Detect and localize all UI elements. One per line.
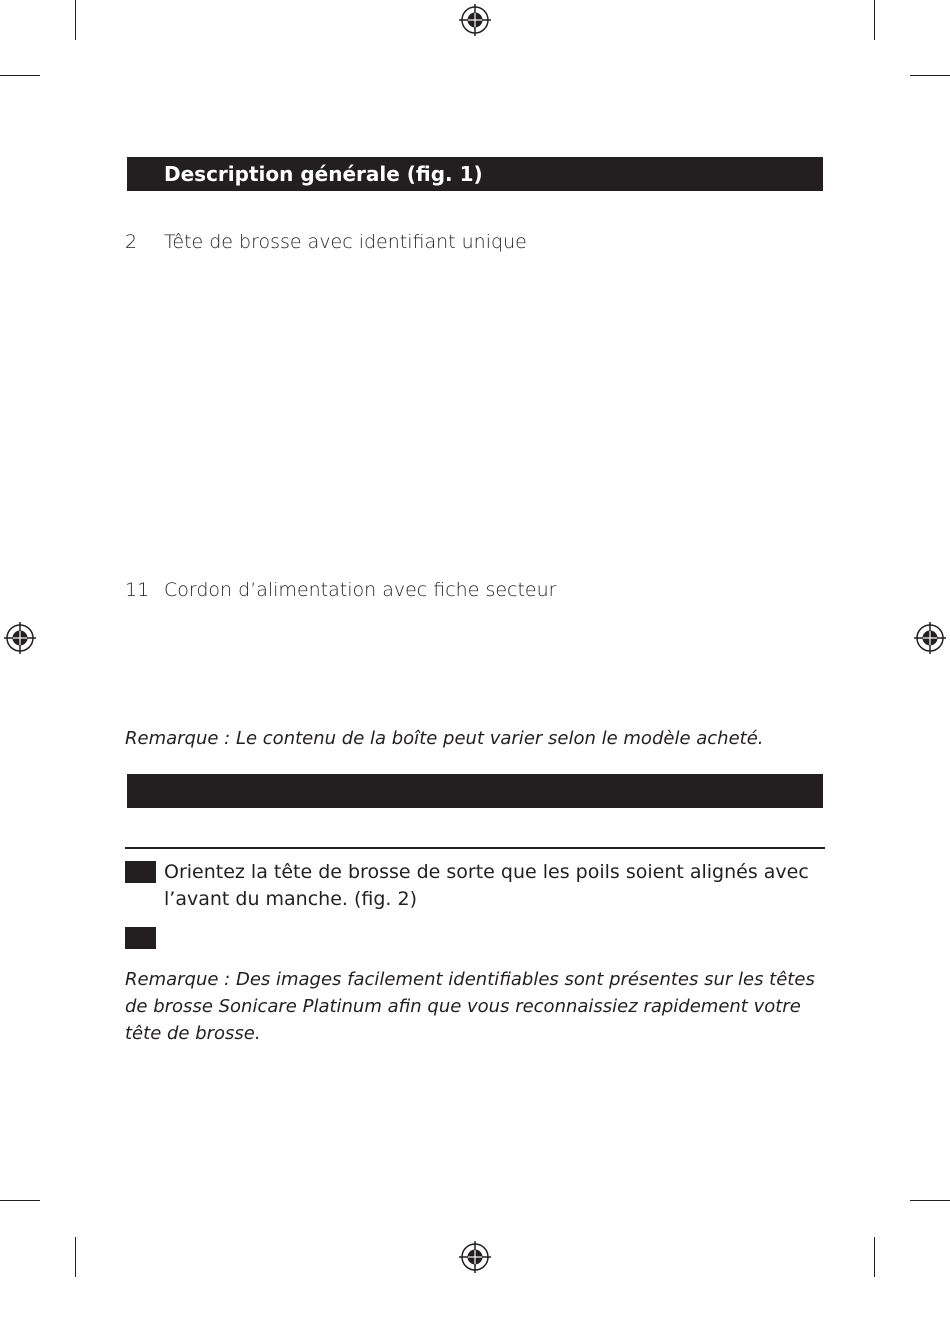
section-header-bar [127, 157, 823, 191]
crop-mark-bottom-right-horizontal [910, 1200, 950, 1201]
registration-mark-icon [458, 3, 492, 37]
item-number: 11 [125, 579, 150, 601]
section-title: Description générale (fig. 1) [164, 162, 483, 186]
crop-mark-bottom-left-horizontal [0, 1200, 40, 1201]
registration-mark-icon [3, 621, 37, 655]
crop-mark-bottom-left-vertical [75, 1237, 76, 1277]
step-number-box [125, 861, 156, 883]
crop-mark-top-right-horizontal [910, 75, 950, 76]
crop-mark-top-left-horizontal [0, 75, 40, 76]
divider [125, 847, 825, 849]
registration-mark-icon [458, 1240, 492, 1274]
item-label: Tête de brosse avec identifiant unique [164, 231, 527, 253]
note: Remarque : Des images facilement identifiables sont présentes sur les têtes de brosse Sonicare Platinum afin que vous reconnaissiez rapidement votre tête de brosse. [125, 969, 815, 1044]
crop-mark-top-left-vertical [75, 0, 76, 40]
crop-mark-top-right-vertical [874, 0, 875, 40]
crop-mark-bottom-right-vertical [874, 1237, 875, 1277]
item-label: Cordon d’alimentation avec fiche secteur [164, 579, 557, 601]
registration-mark-icon [913, 621, 947, 655]
step-text: Orientez la tête de brosse de sorte que les poils soient alignés avec l’avant du manche. (fig. 2) [164, 861, 809, 910]
section-header-bar [127, 774, 823, 808]
item-number: 2 [125, 231, 138, 253]
step-number-box [125, 927, 156, 949]
note: Remarque : Le contenu de la boîte peut varier selon le modèle acheté. [125, 728, 764, 749]
